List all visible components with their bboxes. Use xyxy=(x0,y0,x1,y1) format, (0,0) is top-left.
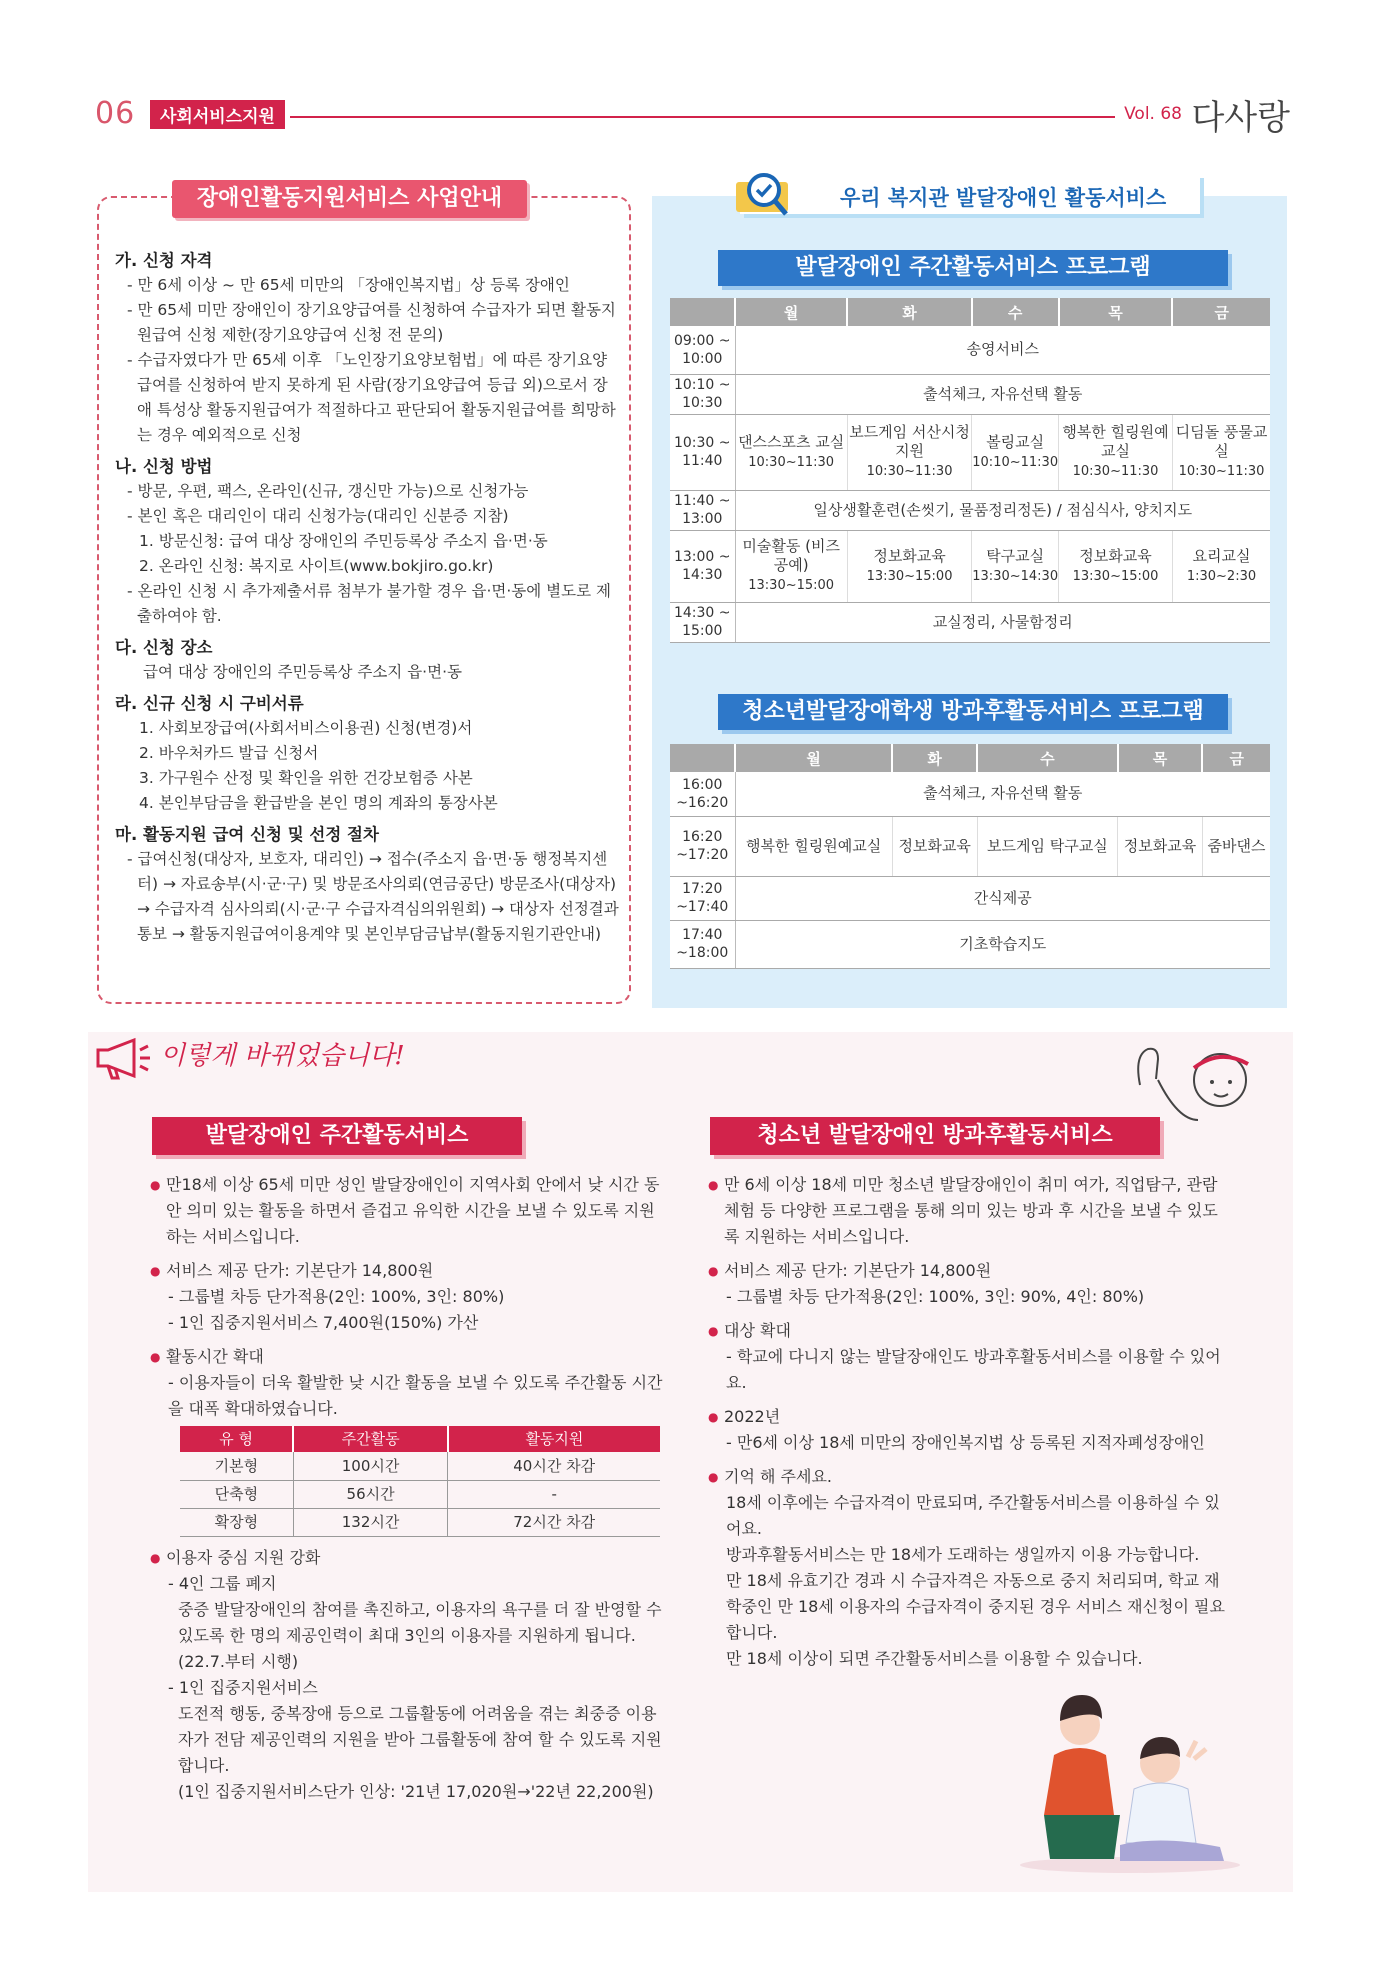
info-section-item: - 수급자였다가 만 65세 이후 「노인장기요양보험법」에 따른 장기요양급여를 신청하여 받지 못하게 된 사람(장기요양급여 등급 외)으로서 장애 특성상 활동지원급여가 적절하다고 판단되어 활동지원급여를 희망하는 경우 예외적으로 신청 xyxy=(127,351,616,444)
program-time: 10:30~11:30 xyxy=(1072,464,1159,479)
schedule-row xyxy=(670,876,1270,920)
group-removal-heading: - 4인 그룹 폐지 xyxy=(168,1573,277,1593)
hours-table-cell: 132시간 xyxy=(293,1508,448,1536)
program-span-cell: 일상생활훈련(손씻기, 물품정리정돈) / 점심식사, 양치지도 xyxy=(735,490,1270,530)
schedule-row xyxy=(670,602,1270,642)
volume-label: Vol. 68 xyxy=(1124,104,1182,124)
day-header: 수 xyxy=(977,744,1118,772)
schedule-row xyxy=(670,490,1270,530)
remember-body-3: 만 18세 유효기간 경과 시 수급자격은 자동으로 중지 처리되며, 학교 재학중인 만 18세 이용자의 수급자격이 중지된 경우 서비스 재신청이 필요합니다. xyxy=(726,1571,1225,1642)
program-cell xyxy=(892,816,977,876)
page-header xyxy=(95,92,1290,138)
remember-body-4: 만 18세 이상이 되면 주간활동서비스를 이용할 수 있습니다. xyxy=(726,1649,1143,1668)
day-header: 월 xyxy=(735,298,847,326)
program-cell xyxy=(847,530,971,602)
price-heading: ● 서비스 제공 단가: 기본단가 14,800원 xyxy=(708,1258,1228,1284)
time-detail: - 이용자들이 더욱 활발한 낮 시간 활동을 보낼 수 있도록 주간활동 시간을 대폭 확대하였습니다. xyxy=(168,1373,663,1418)
info-section-item: 2. 온라인 신청: 복지로 사이트(www.bokjiro.go.kr) xyxy=(139,557,494,575)
info-section-item: 1. 사회보장급여(사회서비스이용권) 신청(변경)서 xyxy=(139,719,473,737)
time-column-header xyxy=(670,298,735,326)
schedule-row xyxy=(670,772,1270,816)
program-cell xyxy=(977,816,1118,876)
info-section-item: - 만 65세 미만 장애인이 장기요양급여를 신청하여 수급자가 되면 활동지원급여 신청 제한(장기요양급여 신청 전 문의) xyxy=(127,301,616,344)
price-detail-1: - 그룹별 차등 단가적용(2인: 100%, 3인: 80%) xyxy=(168,1287,505,1306)
time-slot: 10:10 ~ 10:30 xyxy=(670,374,735,414)
program-name: 보드게임 서산시청 지원 xyxy=(849,423,970,460)
hours-table-cell: 56시간 xyxy=(293,1480,448,1508)
time-slot: 16:20 ~17:20 xyxy=(670,816,735,876)
hours-table-cell: 기본형 xyxy=(180,1452,293,1480)
time-slot: 13:00 ~ 14:30 xyxy=(670,530,735,602)
focused-support-heading: - 1인 집중지원서비스 xyxy=(168,1677,318,1697)
program-name: 줌바댄스 xyxy=(1207,836,1266,855)
info-section-item: 4. 본인부담금을 환급받을 본인 명의 계좌의 통장사본 xyxy=(139,794,498,812)
program-cell xyxy=(735,414,847,490)
hours-table-cell: 단축형 xyxy=(180,1480,293,1508)
info-section-item: - 방문, 우편, 팩스, 온라인(신규, 갱신만 가능)으로 신청가능 xyxy=(127,482,529,500)
program-time: 13:30~15:00 xyxy=(1072,568,1159,584)
time-column-header xyxy=(670,744,735,772)
program-cell xyxy=(1118,816,1203,876)
changes-banner: 이렇게 바뀌었습니다! xyxy=(160,1041,405,1071)
program-time: 13:30~15:00 xyxy=(866,568,953,584)
program-cell xyxy=(1172,530,1270,602)
program-name: 보드게임 탁구교실 xyxy=(987,836,1108,855)
program-cell xyxy=(1059,530,1173,602)
year-2022-detail: - 만6세 이상 18세 미만의 장애인복지법 상 등록된 지적자폐성장애인 xyxy=(726,1433,1205,1452)
program-name: 정보화교육 xyxy=(1079,546,1152,565)
program-panel-title xyxy=(740,174,1200,214)
program-name: 행복한 힐링원예교실 xyxy=(1062,423,1169,460)
program-name: 정보화교육 xyxy=(1123,836,1197,855)
schedule-row xyxy=(670,530,1270,602)
program-cell xyxy=(972,530,1059,602)
schedule-row xyxy=(670,414,1270,490)
day-header: 화 xyxy=(892,744,977,772)
day-header: 목 xyxy=(1118,744,1203,772)
intro-text: ● 만 6세 이상 18세 미만 청소년 발달장애인이 취미 여가, 직업탐구, 관람 체험 등 다양한 프로그램을 통해 의미 있는 방과 후 시간을 보낼 수 있도록 지원하는 서비스입니다. xyxy=(708,1172,1228,1250)
day-header: 월 xyxy=(735,744,892,772)
program-name: 볼링교실 xyxy=(986,432,1045,451)
program-name: 디딤돌 풍물교실 xyxy=(1175,423,1268,460)
time-slot: 17:40 ~18:00 xyxy=(670,920,735,968)
program-name: 행복한 힐링원예교실 xyxy=(746,836,882,855)
program-cell xyxy=(1059,414,1173,490)
program-span-cell: 출석체크, 자유선택 활동 xyxy=(735,374,1270,414)
schedule2-table xyxy=(670,744,1270,969)
left-col-title: 발달장애인 주간활동서비스 xyxy=(152,1117,522,1155)
info-section-heading: 가. 신청 자격 xyxy=(115,251,213,270)
info-section-item: 3. 가구원수 산정 및 확인을 위한 건강보험증 사본 xyxy=(139,769,473,787)
program-cell xyxy=(1202,816,1270,876)
program-cell xyxy=(1172,414,1270,490)
schedule1-table xyxy=(670,298,1270,643)
expand-detail: - 학교에 다니지 않는 발달장애인도 방과후활동서비스를 이용할 수 있어요. xyxy=(726,1347,1221,1392)
page-number: 06 xyxy=(95,96,136,131)
schedule-row xyxy=(670,920,1270,968)
hours-table-header: 활동지원 xyxy=(448,1426,660,1452)
program-name: 미술활동 (비즈공예) xyxy=(742,537,840,574)
program-span-cell: 송영서비스 xyxy=(735,326,1270,374)
program-name: 탁구교실 xyxy=(986,546,1045,565)
program-time: 10:30~11:30 xyxy=(866,464,953,479)
hours-table-cell: 72시간 차감 xyxy=(448,1508,660,1536)
program-time: 13:30~14:30 xyxy=(972,568,1059,584)
center-heading: ● 이용자 중심 지원 강화 xyxy=(150,1545,670,1571)
price-heading: ● 서비스 제공 단가: 기본단가 14,800원 xyxy=(150,1258,670,1284)
hours-table-cell: - xyxy=(448,1480,660,1508)
schedule1-title: 발달장애인 주간활동서비스 프로그램 xyxy=(718,250,1228,286)
program-time: 10:30~11:30 xyxy=(1178,464,1265,479)
year-2022-heading: ● 2022년 xyxy=(708,1404,1228,1430)
program-time: 1:30~2:30 xyxy=(1186,568,1257,584)
program-time: 10:10~11:30 xyxy=(972,454,1059,470)
hours-table-row xyxy=(180,1452,660,1480)
hours-table-header: 유 형 xyxy=(180,1426,293,1452)
day-header: 금 xyxy=(1202,744,1270,772)
time-slot: 17:20 ~17:40 xyxy=(670,876,735,920)
program-name: 댄스스포츠 교실 xyxy=(738,432,845,451)
focused-support-note: (1인 집중지원서비스단가 인상: '21년 17,020원→'22년 22,200원) xyxy=(178,1781,654,1801)
focused-support-body: 도전적 행동, 중복장애 등으로 그룹활동에 어려움을 겪는 최중증 이용자가 전담 제공인력의 지원을 받아 그룹활동에 참여 할 수 있도록 지원합니다. xyxy=(178,1703,662,1775)
info-section-item: 급여 대상 장애인의 주민등록상 주소지 읍·면·동 xyxy=(143,663,462,681)
right-col-title: 청소년 발달장애인 방과후활동서비스 xyxy=(710,1117,1160,1155)
magnifier-book-icon xyxy=(730,168,800,220)
right-column xyxy=(708,1164,1228,1672)
info-section-heading: 마. 활동지원 급여 신청 및 선정 절차 xyxy=(115,825,379,844)
program-span-cell: 기초학습지도 xyxy=(735,920,1270,968)
program-cell xyxy=(735,816,892,876)
remember-body-2: 방과후활동서비스는 만 18세가 도래하는 생일까지 이용 가능합니다. xyxy=(726,1545,1200,1564)
hours-table-cell: 40시간 차감 xyxy=(448,1452,660,1480)
program-panel-title-text: 우리 복지관 발달장애인 활동서비스 xyxy=(840,186,1167,210)
time-slot: 16:00 ~16:20 xyxy=(670,772,735,816)
brand-logo: 다사랑 xyxy=(1191,98,1290,138)
hours-table-row xyxy=(180,1508,660,1536)
program-cell xyxy=(847,414,971,490)
program-cell xyxy=(735,530,847,602)
program-time: 13:30~15:00 xyxy=(748,578,835,593)
program-span-cell: 출석체크, 자유선택 활동 xyxy=(735,772,1270,816)
time-slot: 11:40 ~ 13:00 xyxy=(670,490,735,530)
schedule-row xyxy=(670,816,1270,876)
info-box-title: 장애인활동지원서비스 사업안내 xyxy=(172,180,527,218)
price-detail-2: - 1인 집중지원서비스 7,400원(150%) 가산 xyxy=(168,1313,479,1332)
remember-heading: ● 기억 해 주세요. xyxy=(708,1464,1228,1490)
program-span-cell: 교실정리, 사물함정리 xyxy=(735,602,1270,642)
hours-table-row xyxy=(180,1480,660,1508)
program-name: 정보화교육 xyxy=(898,836,971,855)
info-section-heading: 나. 신청 방법 xyxy=(115,457,213,476)
remember-body-1: 18세 이후에는 수급자격이 만료되며, 주간활동서비스를 이용하실 수 있어요. xyxy=(726,1493,1220,1538)
hours-table-cell: 100시간 xyxy=(293,1452,448,1480)
expand-heading: ● 대상 확대 xyxy=(708,1318,1228,1344)
day-header: 금 xyxy=(1172,298,1270,326)
header-rule xyxy=(290,116,1115,118)
program-span-cell: 간식제공 xyxy=(735,876,1270,920)
info-section-item: 2. 바우처카드 발급 신청서 xyxy=(139,744,319,762)
section-tag: 사회서비스지원 xyxy=(150,100,285,129)
program-name: 요리교실 xyxy=(1192,546,1251,565)
price-detail: - 그룹별 차등 단가적용(2인: 100%, 3인: 90%, 4인: 80%) xyxy=(726,1287,1145,1306)
info-box-content xyxy=(115,242,620,947)
info-section-item: - 본인 혹은 대리인이 대리 신청가능(대리인 신분증 지참) xyxy=(127,507,509,525)
hours-table-cell: 확장형 xyxy=(180,1508,293,1536)
schedule-row xyxy=(670,326,1270,374)
info-section-item: - 만 6세 이상 ~ 만 65세 미만의 「장애인복지법」상 등록 장애인 xyxy=(127,276,570,294)
info-section-item: 1. 방문신청: 급여 대상 장애인의 주민등록상 주소지 읍·면·동 xyxy=(139,532,548,550)
day-header: 목 xyxy=(1059,298,1173,326)
program-time: 10:30~11:30 xyxy=(748,454,835,470)
hours-table xyxy=(180,1426,660,1537)
schedule-row xyxy=(670,374,1270,414)
info-section-heading: 라. 신규 신청 시 구비서류 xyxy=(115,694,304,713)
schedule2-title: 청소년발달장애학생 방과후활동서비스 프로그램 xyxy=(718,694,1228,730)
time-heading: ● 활동시간 확대 xyxy=(150,1344,670,1370)
two-people-illustration xyxy=(1010,1685,1250,1875)
time-slot: 14:30 ~ 15:00 xyxy=(670,602,735,642)
day-header: 수 xyxy=(972,298,1059,326)
info-section-heading: 다. 신청 장소 xyxy=(115,638,213,657)
program-name: 정보화교육 xyxy=(873,546,946,565)
day-header: 화 xyxy=(847,298,971,326)
hours-table-header: 주간활동 xyxy=(293,1426,448,1452)
info-section-item: - 온라인 신청 시 추가제출서류 첨부가 불가할 경우 읍·면·동에 별도로 제출하여야 함. xyxy=(127,582,611,625)
group-removal-body: 중증 발달장애인의 참여를 촉진하고, 이용자의 욕구를 더 잘 반영할 수 있도록 한 명의 제공인력이 최대 3인의 이용자를 지원하게 됩니다. (22.7.부터 시행) xyxy=(178,1599,662,1671)
info-section-item: - 급여신청(대상자, 보호자, 대리인) → 접수(주소지 읍·면·동 행정복지센터) → 자료송부(시·군·구) 및 방문조사의뢰(연금공단) 방문조사(대상자) → 수급자격 심사의뢰(시·군·구 수급자격심의위원회) → 대상자 선정결과통보 → 활동지원급여이용계약 및 본인부담금납부(활동지원기관안내) xyxy=(127,850,619,943)
megaphone-icon xyxy=(94,1036,152,1080)
left-column xyxy=(150,1164,670,1805)
time-slot: 10:30 ~ 11:40 xyxy=(670,414,735,490)
time-slot: 09:00 ~ 10:00 xyxy=(670,326,735,374)
intro-text: ● 만18세 이상 65세 미만 성인 발달장애인이 지역사회 안에서 낮 시간 동안 의미 있는 활동을 하면서 즐겁고 유익한 시간을 보낼 수 있도록 지원하는 서비스입니다. xyxy=(150,1172,670,1250)
program-cell xyxy=(972,414,1059,490)
